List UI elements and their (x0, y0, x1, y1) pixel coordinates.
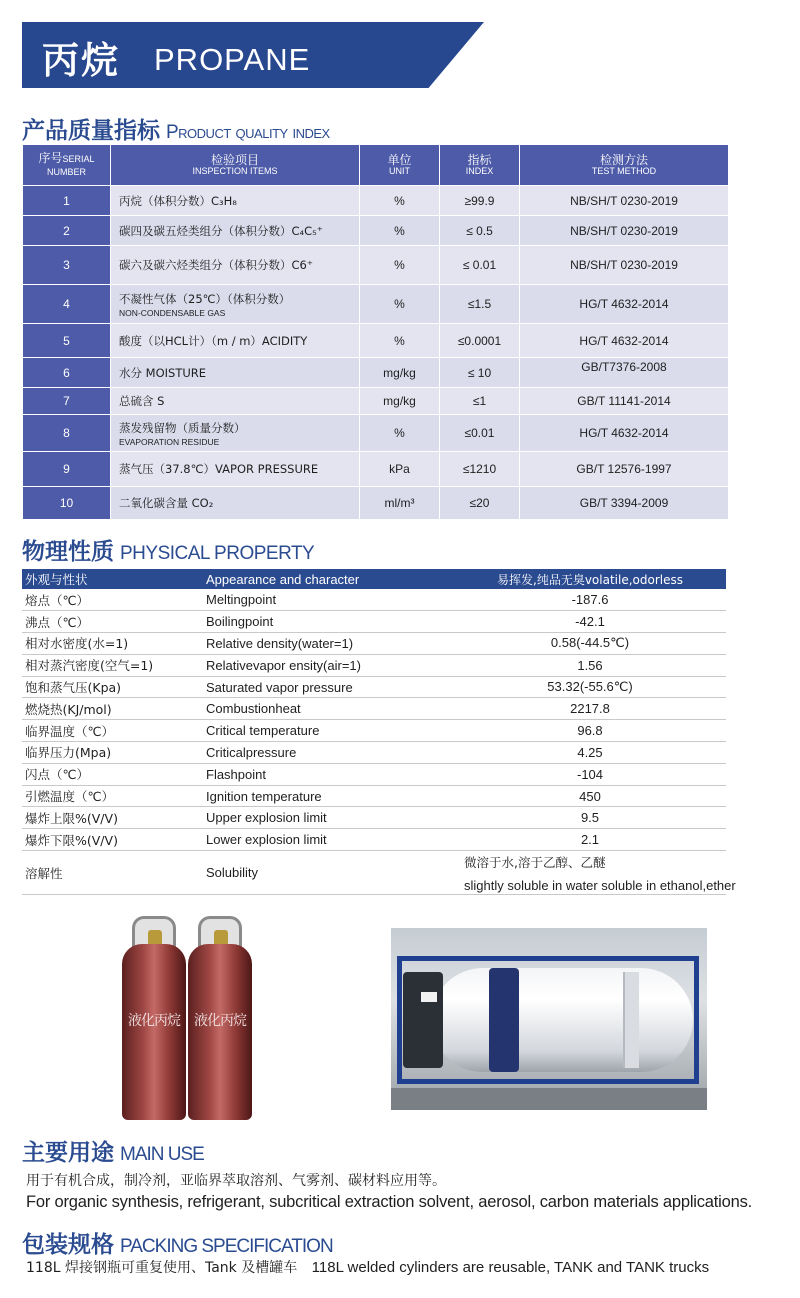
test-method: GB/T 11141-2014 (520, 388, 729, 415)
table-row (23, 285, 729, 324)
property-value: 4.25 (454, 742, 726, 764)
property-name-en: Flashpoint (204, 763, 454, 785)
table-row (22, 851, 726, 895)
inspection-item: 蒸发残留物（质量分数） EVAPORATION RESIDUE (111, 415, 360, 452)
index-value: ≥99.9 (440, 186, 520, 216)
property-name-en: Boilingpoint (204, 611, 454, 633)
table-row (23, 358, 729, 388)
col-header-method: 检测方法 TEST METHOD (520, 145, 729, 186)
property-name-en: Criticalpressure (204, 742, 454, 764)
packing-heading-en: PACKING SPECIFICATION (120, 1236, 333, 1257)
index-value: ≤20 (440, 487, 520, 520)
inspection-item: 碳四及碳五烃类组分（体积分数）C₄C₅⁺ (111, 216, 360, 246)
property-name-en: Upper explosion limit (204, 807, 454, 829)
physical-heading-zh: 物理性质 (22, 539, 114, 565)
unit: % (360, 415, 440, 452)
table-row (22, 611, 726, 633)
property-name-zh: 溶解性 (22, 851, 204, 895)
property-name-zh: 饱和蒸气压(Kpa) (22, 676, 204, 698)
inspection-item: 蒸气压（37.8℃）VAPOR PRESSURE (111, 452, 360, 487)
inspection-item: 碳六及碳六烃类组分（体积分数）C6⁺ (111, 246, 360, 285)
test-method: NB/SH/T 0230-2019 (520, 246, 729, 285)
property-name-en: Combustionheat (204, 698, 454, 720)
table-row (22, 785, 726, 807)
test-method: HG/T 4632-2014 (520, 324, 729, 358)
page-title-en: PROPANE (154, 42, 311, 77)
index-value: ≤0.0001 (440, 324, 520, 358)
property-value: 2217.8 (454, 698, 726, 720)
table-row (23, 246, 729, 285)
table-row (22, 654, 726, 676)
property-value: -42.1 (454, 611, 726, 633)
cylinder-label: 液化丙烷 (194, 1013, 246, 1029)
table-row (23, 324, 729, 358)
packing-heading-zh: 包装规格 (22, 1232, 114, 1258)
table-row (22, 589, 726, 611)
col-header-unit: 单位 UNIT (360, 145, 440, 186)
tank-container-image (391, 928, 707, 1110)
physical-section-heading (22, 533, 314, 566)
property-value: 53.32(-55.6℃) (454, 676, 726, 698)
property-value: -104 (454, 763, 726, 785)
property-name-en: Critical temperature (204, 720, 454, 742)
unit: % (360, 216, 440, 246)
inspection-item: 总硫含 S (111, 388, 360, 415)
unit: % (360, 246, 440, 285)
unit: % (360, 324, 440, 358)
test-method: HG/T 4632-2014 (520, 285, 729, 324)
index-value: ≤1210 (440, 452, 520, 487)
cylinder-label: 液化丙烷 (128, 1013, 180, 1029)
property-name-zh: 临界温度（℃） (22, 720, 204, 742)
table-row (22, 676, 726, 698)
unit: % (360, 186, 440, 216)
packing-heading (22, 1226, 333, 1259)
col-header-serial: 序号SERIAL NUMBER (23, 145, 111, 186)
row-number: 9 (23, 452, 111, 487)
test-method: HG/T 4632-2014 (520, 415, 729, 452)
cylinder (188, 944, 252, 1120)
property-name-zh: 引燃温度（℃） (22, 785, 204, 807)
packing-text-zh: 118L 焊接钢瓶可重复使用、Tank 及槽罐车 (26, 1260, 298, 1276)
unit: % (360, 285, 440, 324)
property-name-zh: 沸点（℃） (22, 611, 204, 633)
table-row (23, 487, 729, 520)
quality-heading-zh: 产品质量指标 (22, 118, 160, 144)
physical-property-table (22, 569, 736, 895)
quality-heading-en: Product quality index (166, 122, 330, 143)
physical-heading-en: PHYSICAL PROPERTY (120, 543, 315, 564)
table-row (22, 720, 726, 742)
table-row (22, 807, 726, 829)
test-method: GB/T 12576-1997 (520, 452, 729, 487)
property-name-en: Meltingpoint (204, 589, 454, 611)
quality-index-table (22, 144, 729, 520)
ground (391, 1088, 707, 1110)
test-method: NB/SH/T 0230-2019 (520, 186, 729, 216)
table-row (22, 633, 726, 655)
table-row (23, 452, 729, 487)
cylinder (122, 944, 186, 1120)
property-name-en: Relativevapor ensity(air=1) (204, 654, 454, 676)
table-row (23, 415, 729, 452)
unit: ml/m³ (360, 487, 440, 520)
property-name-en: Ignition temperature (204, 785, 454, 807)
packing-text (26, 1257, 709, 1277)
index-value: ≤1.5 (440, 285, 520, 324)
index-value: ≤ 0.5 (440, 216, 520, 246)
row-number: 6 (23, 358, 111, 388)
property-name-zh: 临界压力(Mpa) (22, 742, 204, 764)
unit: mg/kg (360, 388, 440, 415)
inspection-item: 不凝性气体（25℃）（体积分数） NON-CONDENSABLE GAS (111, 285, 360, 324)
inspection-item: 丙烷（体积分数）C₃H₈ (111, 186, 360, 216)
property-value: 450 (454, 785, 726, 807)
main-use-text-zh: 用于有机合成，制冷剂，亚临界萃取溶剂、气雾剂、碳材料应用等。 (26, 1173, 446, 1189)
inspection-item: 水分 MOISTURE (111, 358, 360, 388)
property-name-en: Lower explosion limit (204, 829, 454, 851)
table-row (22, 829, 726, 851)
table-row (23, 186, 729, 216)
index-value: ≤ 0.01 (440, 246, 520, 285)
property-value: -187.6 (454, 589, 726, 611)
table-row (22, 698, 726, 720)
unit: mg/kg (360, 358, 440, 388)
test-method: GB/T7376-2008 (520, 358, 729, 388)
row-number: 2 (23, 216, 111, 246)
test-method: NB/SH/T 0230-2019 (520, 216, 729, 246)
property-name-zh: 熔点（℃） (22, 589, 204, 611)
property-name-zh: 燃烧热(KJ/mol) (22, 698, 204, 720)
row-number: 4 (23, 285, 111, 324)
property-value: 易挥发,纯品无臭volatile,odorless (454, 569, 726, 589)
property-value: 微溶于水,溶于乙醇、乙醚 slightly soluble in water soluble in ethanol,ether (454, 851, 726, 895)
index-value: ≤ 10 (440, 358, 520, 388)
quality-section-heading (22, 112, 330, 145)
property-name-zh: 爆炸上限%(V/V) (22, 807, 204, 829)
property-name-zh: 闪点（℃） (22, 763, 204, 785)
packing-text-en: 118L welded cylinders are reusable, TANK and TANK trucks (311, 1259, 710, 1276)
page-title-zh: 丙烷 (42, 39, 120, 82)
row-number: 10 (23, 487, 111, 520)
index-value: ≤0.01 (440, 415, 520, 452)
row-number: 1 (23, 186, 111, 216)
property-name-zh: 相对水密度(水=1) (22, 633, 204, 655)
property-value: 0.58(-44.5℃) (454, 633, 726, 655)
main-use-heading (22, 1134, 204, 1167)
property-name-en: Relative density(water=1) (204, 633, 454, 655)
property-name-zh: 相对蒸汽密度(空气=1) (22, 654, 204, 676)
index-value: ≤1 (440, 388, 520, 415)
row-number: 5 (23, 324, 111, 358)
property-value: 1.56 (454, 654, 726, 676)
table-row (23, 216, 729, 246)
col-header-index: 指标 INDEX (440, 145, 520, 186)
main-use-text-en: For organic synthesis, refrigerant, subcritical extraction solvent, aerosol, carbon materials applications. (26, 1193, 753, 1211)
property-name-en: Solubility (204, 851, 454, 895)
property-value: 2.1 (454, 829, 726, 851)
gas-cylinders-image (120, 916, 260, 1120)
row-number: 7 (23, 388, 111, 415)
test-method: GB/T 3394-2009 (520, 487, 729, 520)
table-row (23, 388, 729, 415)
table-row (22, 763, 726, 785)
table-row (22, 569, 726, 589)
property-name-zh: 爆炸下限%(V/V) (22, 829, 204, 851)
table-row (22, 742, 726, 764)
inspection-item: 二氧化碳含量 CO₂ (111, 487, 360, 520)
property-name-en: Appearance and character (204, 569, 454, 589)
property-value: 96.8 (454, 720, 726, 742)
main-use-heading-en: MAIN USE (120, 1144, 204, 1165)
property-value: 9.5 (454, 807, 726, 829)
property-name-zh: 外观与性状 (22, 569, 204, 589)
col-header-items: 检验项目 INSPECTION ITEMS (111, 145, 360, 186)
unit: kPa (360, 452, 440, 487)
main-use-heading-zh: 主要用途 (22, 1140, 114, 1166)
tank-frame (397, 956, 699, 1084)
row-number: 8 (23, 415, 111, 452)
property-name-en: Saturated vapor pressure (204, 676, 454, 698)
row-number: 3 (23, 246, 111, 285)
inspection-item: 酸度（以HCL计）（m / m）ACIDITY (111, 324, 360, 358)
